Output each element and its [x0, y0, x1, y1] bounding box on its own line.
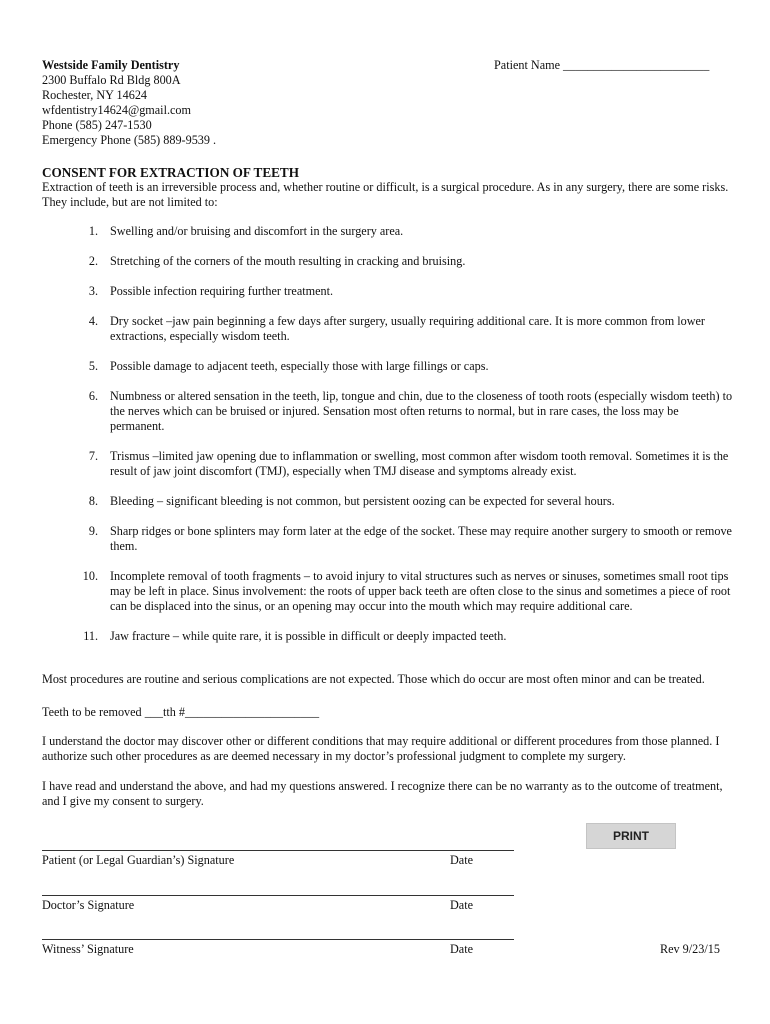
list-item-text: Trismus –limited jaw opening due to inflammation or swelling, most common after wisdom tooth removal. Sometimes it is the result of jaw joint discomfort (TMJ), especially when TMJ disease and symptoms already exist.	[110, 449, 729, 478]
patient-signature-line[interactable]	[42, 850, 514, 851]
practice-name: Westside Family Dentistry	[42, 58, 180, 72]
intro-paragraph: Extraction of teeth is an irreversible process and, whether routine or difficult, is a surgical procedure. As in any surgery, there are some risks. They include, but are not limited to:	[42, 180, 729, 209]
witness-signature-line[interactable]	[42, 939, 514, 940]
witness-date-label: Date	[450, 942, 474, 956]
list-item-number: 10.	[82, 569, 98, 583]
risk-list	[42, 224, 734, 659]
practice-email: wfdentistry14624@gmail.com	[42, 103, 191, 117]
list-item-number: 5.	[88, 359, 98, 373]
patient-signature-label: Patient (or Legal Guardian’s) Signature	[42, 853, 235, 867]
list-item-number: 3.	[88, 284, 98, 298]
list-item	[42, 569, 734, 614]
list-item-number: 8.	[88, 494, 98, 508]
doctor-signature-label: Doctor’s Signature	[42, 898, 135, 912]
practice-address-line2: Rochester, NY 14624	[42, 88, 148, 102]
list-item	[42, 524, 734, 554]
practice-emergency-phone: Emergency Phone (585) 889-9539 .	[42, 133, 217, 147]
list-item	[42, 449, 734, 479]
list-item-text: Possible damage to adjacent teeth, especially those with large fillings or caps.	[110, 359, 489, 373]
list-item-text: Stretching of the corners of the mouth resulting in cracking and bruising.	[110, 254, 466, 268]
list-item	[42, 254, 734, 269]
list-item	[42, 359, 734, 374]
authorization-paragraph: I understand the doctor may discover other or different conditions that may require additional or different procedures from those planned. I authorize such other procedures as are deemed necessary in my doctor’s professional judgment to complete my surgery.	[42, 734, 720, 763]
list-item-text: Bleeding – significant bleeding is not common, but persistent oozing can be expected for several hours.	[110, 494, 615, 508]
print-button[interactable]: PRINT	[586, 823, 676, 849]
list-item-text: Dry socket –jaw pain beginning a few days after surgery, usually requiring additional care. It is more common from lower extractions, especially wisdom teeth.	[110, 314, 705, 343]
practice-info	[42, 58, 216, 148]
list-item	[42, 629, 734, 644]
list-item-number: 1.	[88, 224, 98, 238]
list-item	[42, 224, 734, 239]
doctor-signature-line[interactable]	[42, 895, 514, 896]
doctor-date-label: Date	[450, 898, 474, 912]
list-item-text: Swelling and/or bruising and discomfort in the surgery area.	[110, 224, 404, 238]
list-item-number: 11.	[83, 629, 98, 643]
practice-phone: Phone (585) 247-1530	[42, 118, 152, 132]
patient-name-field[interactable]: Patient Name ________________________	[494, 58, 710, 72]
list-item-number: 9.	[88, 524, 98, 538]
list-item	[42, 314, 734, 344]
list-item-text: Possible infection requiring further treatment.	[110, 284, 334, 298]
patient-date-label: Date	[450, 853, 474, 867]
list-item	[42, 389, 734, 434]
list-item-number: 4.	[88, 314, 98, 328]
page-title: CONSENT FOR EXTRACTION OF TEETH	[42, 165, 299, 180]
list-item	[42, 494, 734, 509]
witness-signature-label: Witness’ Signature	[42, 942, 134, 956]
list-item-number: 7.	[88, 449, 98, 463]
revision-label: Rev 9/23/15	[660, 942, 720, 956]
consent-paragraph: I have read and understand the above, and had my questions answered. I recognize there can be no warranty as to the outcome of treatment, and I give my consent to surgery.	[42, 779, 723, 808]
list-item	[42, 284, 734, 299]
list-item-number: 6.	[88, 389, 98, 403]
list-item-text: Sharp ridges or bone splinters may form later at the edge of the socket. These may require another surgery to smooth or remove them.	[110, 524, 732, 553]
list-item-text: Numbness or altered sensation in the teeth, lip, tongue and chin, due to the closeness of tooth roots (especially wisdom teeth) to the nerves which can be bruised or injured. Sensation most often returns to normal, but in rare cases, the loss may be permanent.	[110, 389, 733, 433]
list-item-number: 2.	[88, 254, 98, 268]
routine-paragraph: Most procedures are routine and serious complications are not expected. Those which do occur are most often minor and can be treated.	[42, 672, 705, 686]
list-item-text: Incomplete removal of tooth fragments – to avoid injury to vital structures such as nerves or sinuses, sometimes small root tips may be left in place. Sinus involvement: the roots of upper back teeth are often close to the sinus and sometimes a piece of root can be displaced into the sinus, or an opening may occur into the mouth which may require additional care.	[110, 569, 731, 613]
list-item-text: Jaw fracture – while quite rare, it is possible in difficult or deeply impacted teeth.	[110, 629, 507, 643]
practice-address-line1: 2300 Buffalo Rd Bldg 800A	[42, 73, 181, 87]
teeth-to-be-removed-field[interactable]: Teeth to be removed ___tth #______________________	[42, 705, 320, 719]
